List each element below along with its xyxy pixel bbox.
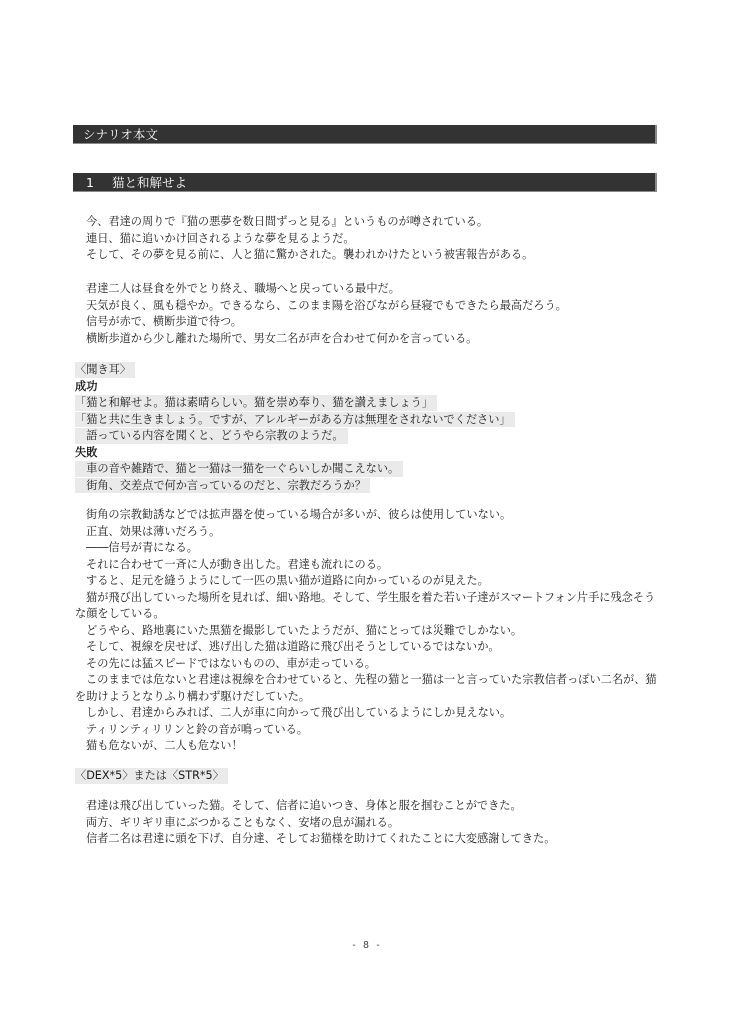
skill-check-listen: [75, 362, 660, 494]
text-line: しかし、君達からみれば、二人が車に向かって飛び出しているようにしか見えない。: [86, 706, 512, 719]
chapter-number: 1: [86, 175, 94, 190]
text-line: 信者二名は君達に頭を下げ、自分達、そしてお猫様を助けてくれたことに大変感謝してきた。: [86, 832, 556, 845]
text-line: 横断歩道から少し離れた場所で、男女二名が声を合わせて何かを言っている。: [86, 331, 478, 345]
section-title: シナリオ本文: [83, 127, 158, 142]
success-line: 「猫と共に生きましょう。ですが、アレルギーがある方は無理をされないでください」: [75, 412, 515, 428]
text-line: 連日、猫に追いかけ回されるような夢を見るようだ。: [86, 231, 355, 245]
success-line: 語っている内容を聞くと、どうやら宗教のようだ。: [75, 428, 348, 444]
chapter-title: 猫と和解せよ: [111, 175, 187, 190]
skill-check-dex-str: [75, 768, 660, 785]
text-line: そして、その夢を見る前に、人と猫に驚かされた。襲われかけたという被害報告がある。: [86, 248, 534, 261]
text-line: 今、君達の周りで『猫の悪夢を数日間ずっと見る』というものが噂されている。: [86, 215, 489, 228]
text-line: 君達は飛び出していった猫。そして、信者に追いつき、身体と服を掴むことができた。: [86, 799, 522, 812]
result-paragraph: [75, 798, 660, 848]
skill-check-label: 〈DEX*5〉または〈STR*5〉: [75, 768, 228, 784]
page-number: - 8 -: [350, 940, 382, 951]
text-line: どうやら、路地裏にいた黒猫を撮影していたようだが、猫にとっては災難でしかない。: [86, 623, 523, 637]
text-line: 信号が赤で、横断歩道で待つ。: [86, 315, 242, 328]
text-line: 街角の宗教勧誘などでは拡声器を使っている場合が多いが、彼らは使用していない。: [86, 508, 512, 521]
scene-paragraph: [75, 281, 660, 347]
text-line: ティリンティリリンと鈴の音が鳴っている。: [86, 722, 308, 736]
text-line: 正直、効果は薄いだろう。: [86, 524, 221, 538]
section-header: [73, 125, 657, 144]
text-line: そして、視線を戻せば、逃げ出した猫は道路に飛び出そうとしているではないか。: [86, 640, 500, 653]
success-line: 「猫と和解せよ。猫は素晴らしい。猫を崇め奉り、猫を讃えましょう」: [75, 395, 437, 411]
failure-label: 失敗: [75, 445, 98, 459]
text-line: すると、足元を縫うようにして一匹の黒い猫が道路に向かっているのが見えた。: [86, 574, 489, 587]
intro-paragraph: [75, 214, 660, 264]
chapter-header: [73, 173, 657, 192]
skill-check-label: 〈聞き耳〉: [75, 362, 135, 378]
failure-line: 街角、交差点で何か言っているのだと、宗教だろうか？: [75, 478, 370, 494]
text-line: 両方、ギリギリ車にぶつかることもなく、安堵の息が漏れる。: [86, 815, 400, 829]
text-line: 君達二人は昼食を外でとり終え、職場へと戻っている最中だ。: [86, 282, 400, 295]
text-line: それに合わせて一斉に人が動き出した。君達も流れにのる。: [86, 557, 389, 571]
failure-line: 車の音や雑踏で、猫と一猫は一猫を一ぐらいしか聞こえない。: [75, 461, 403, 477]
text-line: ――信号が青になる。: [86, 541, 198, 554]
text-line: 天気が良く、風も穏やか。できるなら、このまま陽を浴びながら昼寝でもできたら最高だろう。: [86, 298, 567, 312]
success-label: 成功: [75, 379, 98, 393]
text-line: このままでは危ないと君達は視線を合わせていると、先程の猫と一猫は一と言っていた宗教信者っぽい二名が、猫を助けようとなりふり構わず駆けだしていた。: [75, 673, 657, 703]
text-line: その先には猛スピードではないものの、車が走っている。: [86, 656, 376, 670]
text-line: 猫が飛び出していった場所を見れば、細い路地。そして、学生服を着た若い子達がスマートフォン片手に残念そうな顔をしている。: [75, 590, 656, 620]
text-line: 猫も危ないが、二人も危ない！: [86, 739, 243, 752]
story-paragraph: [75, 507, 660, 755]
